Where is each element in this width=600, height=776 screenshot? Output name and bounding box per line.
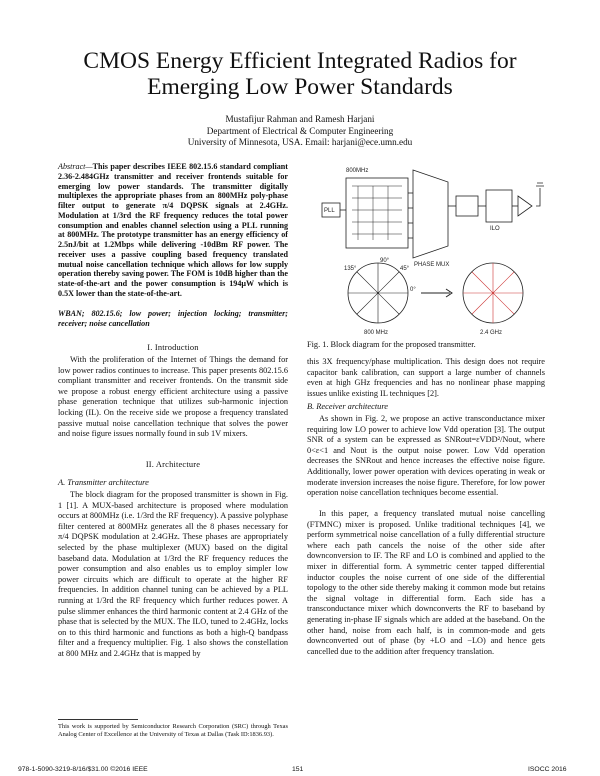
phase-135-label: 135° — [344, 266, 357, 272]
footer-copyright: 978-1-5090-3219-8/16/$31.00 ©2016 IEEE — [18, 766, 148, 773]
section-1-heading: I. Introduction — [147, 343, 199, 352]
author-names: Mustafijur Rahman and Ramesh Harjani — [225, 114, 375, 124]
affiliation-univ: University of Minnesota, USA. Email: harjani@ece.umn.edu — [187, 137, 413, 147]
ilo-label: ILO — [490, 226, 500, 232]
constellation-800-label: 800 MHz — [364, 330, 389, 336]
antenna-icon — [536, 183, 544, 206]
pulse-slimmer-block — [456, 196, 478, 216]
footer-page-number: 151 — [292, 766, 304, 773]
phase-0-label: 0° — [410, 287, 416, 293]
input-freq-label: 800MHz — [346, 168, 369, 174]
footnote-rule — [58, 719, 138, 720]
subsection-b-paragraph-1: As shown in Fig. 2, we propose an active transconductance mixer requiring low LO power to achieve low Vdd operation [3]. The output SNR of a system can be expressed as SNRout=εVDD²/Nout, where 0<ε<1 and Nout is the output noise power. Low Vdd operation decreases the SNRout and hence increases the effective noise figure. Additionally, lower power operation with devices operating in weak or moderate inversion increases the noise figure. Therefore, for low power operation noise cancellation techniques become essential. — [307, 414, 545, 498]
footnote: This work is supported by Semiconductor Research Corporation (SRC) through Texas Analog Center of Excellence at the University of Texas at Dallas (Task ID:1836.93). — [58, 723, 288, 738]
abstract-body: This paper describes IEEE 802.15.6 standard compliant 2.36-2.484GHz transmitter and receiver frontends suitable for emerging low power standards. The transmitter digitally multiplexes the appropriate phases from an 800MHz poly-phase filter output to generate π/4 DQPSK signals at 2.4GHz. Modulation at 1/3rd the RF frequency reduces the total power consumption and enables channel selection using a PLL running at 800MHz. The prototype transmitter has an energy efficiency of 2.5nJ/bit at 1.2Mbps while delivering -10dBm RF power. The receiver uses a passive coupling based frequency translated mutual noise cancellation technique which allows for low supply operation thereby saving power. The FOM is 10dB higher than the state-of-the-art and the power consumption is 194μW which is 0.5X lower than the state-of-the-art. — [58, 162, 288, 298]
right-paragraph-1: this 3X frequency/phase multiplication. This design does not require capacitor bank calibration, can support a large number of channels even at high GHz frequencies and has no nonlinear phase mapping issues unlike existing IL techniques [2]. — [307, 357, 545, 398]
figure-1-caption: Fig. 1. Block diagram for the proposed transmitter. — [307, 340, 476, 349]
polyphase-filter-block — [346, 178, 408, 248]
subsection-a-heading: A. Transmitter architecture — [58, 478, 149, 487]
ilo-block — [486, 190, 512, 222]
pa-triangle — [518, 196, 532, 216]
block-diagram — [318, 158, 548, 338]
abstract-lead: Abstract— — [58, 162, 93, 171]
subsection-b-heading: B. Receiver architecture — [307, 402, 388, 411]
subsection-a-paragraph: The block diagram for the proposed transmitter is shown in Fig. 1 [1]. A MUX-based architecture is proposed where modulation occurs at 800MHz (i.e. 1/3rd the RF frequency). A passive polyphase filter centered at 800MHz generates all the 8 phases necessary for π/4 DQPSK modulation at 2.4GHz. These phases are appropriately selected by the phase multiplexer (MUX) based on the digital baseband data. Modulation at 1/3rd the RF frequency reduces the power consumption and also enables us to employ simpler low power circuits which are difficult to operate at the higher RF frequencies. In addition channel tuning can be achieved by a PLL running at 1/3rd the RF frequency which further reduces power. A pulse slimmer enhances the third harmonic content at 2.4 GHz of the phase that is selected by the MUX. The ILO, tuned to 2.4GHz, locks on to this third harmonic and functions as both a high-Q bandpass filter and a frequency multiplier. Fig. 1 also shows the constellation at 800 MHz and 2.4GHz that is mapped by — [58, 490, 288, 658]
phase-90-label: 90° — [380, 258, 390, 264]
author-block — [40, 114, 560, 149]
constellation-2400-label: 2.4 GHz — [480, 330, 503, 336]
abstract — [58, 162, 288, 299]
affiliation-dept: Department of Electrical & Computer Engineering — [206, 125, 394, 136]
section-1-paragraph: With the proliferation of the Internet of Things the demand for low power radios continues to increase. This paper presents 802.15.6 compliant transmitter and receiver frontends. On the transmit side we propose a robust energy efficient architecture using a passive phase generation technique that utilizes sub-harmonic injection locking (IL). On the receive side we propose a frequency translated passive mutual noise cancellation technique that solves the power and noise figure issues normally found in sub 1V mixers. — [58, 355, 288, 439]
footer-conference: ISOCC 2016 — [528, 766, 567, 773]
subsection-b-paragraph-2: In this paper, a frequency translated mutual noise cancelling (FTMNC) mixer is proposed. Unlike traditional techniques [4], we perform symmetrical noise cancellation of a fully differential structure where each path cancels the noise of the other side after downconversion to IF. The RF and LO is combined and applied to the mixer in differential form. A symmetric center tapped differential inductor couples the noise current of one side of the differential topology to the other side thereby making it common mode but retains the signal voltage in differential form. Each side has a transconductance mixer which downconverts the RF to baseband by generating in-phase IF signals which are added at the baseband. On the other hand, noise from each half, is in common-mode and gets downconverted out of phase (by +LO and −LO) and hence gets cancelled due to the addition after frequency translation. — [307, 509, 545, 656]
keywords: WBAN; 802.15.6; low power; injection locking; transmitter; receiver; noise cancellation — [58, 309, 288, 328]
section-2-heading: II. Architecture — [145, 460, 201, 469]
figure-1 — [318, 158, 548, 338]
paper-title — [40, 48, 560, 100]
pll-label: PLL — [324, 208, 335, 214]
title-line-1: CMOS Energy Efficient Integrated Radios for — [83, 48, 517, 74]
phase-45-label: 45° — [400, 266, 410, 272]
title-line-2: Emerging Low Power Standards — [147, 74, 453, 100]
phase-mux-label: PHASE MUX — [414, 262, 450, 268]
phase-mux-block — [413, 170, 448, 258]
